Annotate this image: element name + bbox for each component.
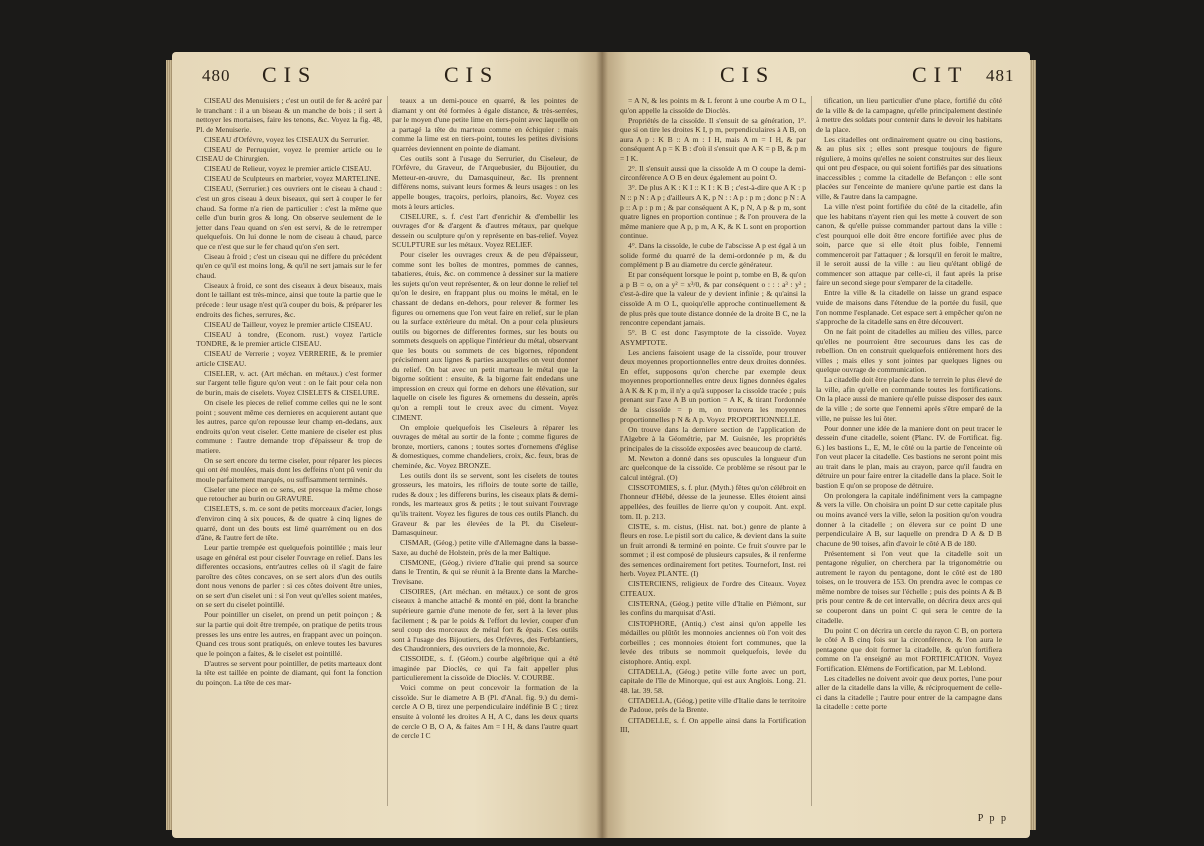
article-paragraph: CISEAU d'Orfévre, voyez les CISEAUX du Serrurier. (204, 134, 370, 144)
right-page-number: 481 (986, 66, 1015, 85)
article-paragraph: Les anciens faisoient usage de la cissoïde, pour trouver deux moyennes proportionnelles entre deux droites données. En effet, supposons qu'on cherche par exemple deux moyennes proportionnelles entre deux lignes données égales à A K & K p m, il n'y a qu'à supposer la cissoïde tracée ; puis prenant sur l'axe A B un portion = A K, & tirant l'ordonnée de la cissoïde = p m, on trouvera les moyennes proportionnelles p N & A p. Voyez PROPORTIONNELLE. (620, 347, 806, 424)
article-paragraph: La citadelle doit être placée dans le terrein le plus élevé de la ville, afin qu'elle en commande toutes les fortifications. On la place aussi de maniere qu'elle puisse disposer des eaux de la ville ; de sorte que l'ennemi après s'être emparé de la ville, ne puisse les lui ôter. (816, 375, 1002, 423)
right-column-1 (620, 96, 806, 735)
article-paragraph: Propriétés de la cissoïde. Il s'ensuit de sa génération, 1°. que si on tire les droites K I, p m, perpendiculaires à A B, on aura A p : K B :: A m : I H, mais A m = I H, & par conséquent A p = K B : d'où il s'ensuit que A K = p B, & p m = I K. (620, 115, 806, 163)
left-page-number: 480 (202, 66, 231, 85)
article-paragraph: Voici comme on peut concevoir la formation de la cissoïde. Sur le diametre A B (Pl. d'Anal. fig. 9.) du demi-cercle A O B, tirez une perpendiculaire indéfinie B C ; tirez ensuite à volonté les droites A H, A C, dans les deux quarts de cercle O B, O A, & faites Am = I H, & dans l'autre quart de cercle I C (392, 683, 578, 741)
article-paragraph: CISEAU de Tailleur, voyez le premier article CISEAU. (204, 319, 373, 329)
article-paragraph: 5°. B C est donc l'asymptote de la cissoïde. Voyez ASYMPTOTE. (620, 328, 806, 347)
right-page-edge (1030, 60, 1036, 830)
article-paragraph: 2°. Il s'ensuit aussi que la cissoïde A m O coupe la demi-circonférence A O B en deux également au point O. (620, 163, 806, 183)
article-paragraph: CISTE, s. m. cistus, (Hist. nat. bot.) genre de plante à fleurs en rose. Le pistil sort du calice, & devient dans la suite un fruit arrondi & terminé en pointe. Ce fruit s'ouvre par le sommet ; il est composé de plusieurs capsules, & il renferme des semences ordinairement fort petites. Tournefort, Inst. rei herb. Voyez PLANTE. (I) (620, 521, 806, 579)
article-paragraph: On cisele les pieces de relief comme celles qui ne le sont point ; souvent même ces dernieres en acquierent autant que les autres, parce qu'on repousse leur champ en-dedans, aux endroits qu'on veut ciseler. Cette maniere de ciseler est plus commune : l'autre demande trop d'épaisseur & trop de matiere. (196, 397, 382, 455)
left-page (172, 52, 602, 838)
article-paragraph: CISELETS, s. m. ce sont de petits morceaux d'acier, longs d'environ cinq à six pouces, & de quatre à cinq lignes de quarré, dont un des bouts est limé quarrément ou en dos d'âne, & l'autre fert de tête. (196, 504, 382, 543)
article-paragraph: CITADELLE, s. f. On appelle ainsi dans la Fortification III, (620, 715, 806, 735)
right-page-header (602, 62, 1030, 88)
article-paragraph: tification, un lieu particulier d'une place, fortifié du côté de la ville & de la campagne, qu'elle principalement destinée à mettre des soldats pour contenir dans le devoir les habitans de la place. (816, 96, 1002, 134)
article-paragraph: On ne fait point de citadelles au milieu des villes, parce qu'elles ne pourroient être secourues dans les cas de rebellion. On en construit quelquefois entièrement hors des villes ; mais elles y sont jointes par quelques lignes ou quelque ouvrage de communication. (816, 327, 1002, 375)
article-paragraph: teaux a un demi-pouce en quarré, & les pointes de diamant y ont été formées à égale distance, & très-serrées, par le moyen d'une petite lime en tiers-point avec laquelle on a partagé la tête du marteau comme en échiquier : mais comme la lime est en tiers-point, toutes les petites divisions quarrées deviennent en pointe de diamant. (392, 96, 578, 153)
article-paragraph: CISTOPHORE, (Antiq.) c'est ainsi qu'on appelle les médailles ou plûtôt les monnoies anciennes où l'on voit des corbeilles ; ces monnoies étoient fort communes, que la levée des tributs se nommoit quelquefois, levée du cistophore. Antiq. expl. (620, 618, 806, 666)
article-paragraph: Entre la ville & la citadelle on laisse un grand espace vuide de maisons dans l'étendue de la portée du fusil, que l'on nomme l'esplanade. Cet espace sert à empêcher qu'on ne s'approche de la citadelle sans en être découvert. (816, 288, 1002, 327)
article-paragraph: Ciseau à froid ; c'est un ciseau qui ne differe du précédent qu'en ce qu'il est moins long, & qu'il ne sert jamais sur le fer chaud. (196, 251, 382, 280)
right-page (602, 52, 1030, 838)
right-running-head: CIS (720, 62, 776, 87)
article-paragraph: Ces outils sont à l'usage du Serrurier, du Ciseleur, de l'Orfévre, du Graveur, de l'Arquebusier, du Bijoutier, du Metteur-en-œuvre, du Damasquineur, &c. Ils prennent différens noms, suivant leurs formes & leurs usages : on les appelle bouges, traçoirs, perloirs, planoirs, &c. Voyez ces mots à leurs articles. (392, 153, 578, 211)
article-paragraph: = A N, & les points m & L feront à une courbe A m O L, qu'on appelle la cissoïde de Dioclès. (620, 96, 806, 115)
article-paragraph: Pour ciseler les ouvrages creux & de peu d'épaisseur, comme sont les boîtes de montres, pommes de cannes, tabatieres, étuis, &c. on commence à dessiner sur la matiere les sujets qu'on veut représenter, & on leur donne le relief tel qu'on le desire, en frappant plus ou moins le métal, en le chassant de dedans en-dehors, pour relever & former les figures ou ornemens que l'on veut faire en relief, sur le plan ou la surface extérieure du métal. On a pour cela plusieurs outils ou bigornes de differentes formes, sur les bouts ou sommets desquels on applique l'intérieur du métal, observant que les bouts ou sommets de ces bigornes, répondent précisément aux lignes & parties auxquelles on veut donner du relief. On bat avec un petit marteau le métal que la bigorne soûtient : ensuite, & la bigorne fait endedans une impression en creux qui forme en dehors une élévation, sur laquelle on cisele les figures & ornemens du dessein, après qu'on a rempli tout le creux avec du ciment. Voyez CIMENT. (392, 250, 578, 422)
article-paragraph: CISSOIDE, s. f. (Géom.) courbe algébrique qui a été imaginée par Dioclès, ce qui l'a fait appeller plus particulierement la cissoïde de Dioclès. V. COURBE. (392, 654, 578, 683)
left-running-head: CIS (262, 62, 318, 87)
article-paragraph: CISEAU de Sculpteurs en marbrier, voyez MARTELINE. (204, 174, 381, 184)
article-paragraph: 3°. De plus A K : K I :: K I : K B ; c'est-à-dire que A K : p N :: p N : A p ; d'ailleurs A K, p N : : A p : p m ; donc p N : A p :: A p : p m ; & par conséquent A K, p N, A p & p m, sont quatre lignes en proportion continue ; & l'on prouvera de la même maniere que A p, p m, A K, & K L sont en proportion continue. (620, 183, 806, 241)
left-column-1 (196, 96, 382, 688)
article-paragraph: Les outils dont ils se servent, sont les ciselets de toutes grosseurs, les matoirs, les rifloirs de toute sorte de taille, rudes & doux ; les differens burins, les ciseaux plats & demi-ronds, les marteaux gros & petits ; le tout suivant l'ouvrage qu'ils traitent. Voyez les figures de tous ces outils Planch. du Graveur & par les élevées de la Pl. du Ciseleur-Damasquineur. (392, 470, 578, 538)
article-paragraph: D'autres se servent pour pointiller, de petits marteaux dont la tête est taillée en pointe de diamant, qui font la fonction du poinçon. La tête de ces mar- (196, 658, 382, 687)
article-paragraph: CISTERCIENS, religieux de l'ordre des Citeaux. Voyez CITEAUX. (620, 579, 806, 598)
signature-mark: P p p (977, 813, 1008, 824)
article-paragraph: Et par conséquent lorsque le point p, tombe en B, & qu'on a p B = o, on a y² = x³/0, & par conséquent o : : : a³ : y² ; c'est-à-dire que la valeur de y devient infinie ; & qu'ainsi la cissoïde A m O L, quoiqu'elle approche continuellement & de plus près que toute distance donnée de la droite B C, ne la rencontre cependant jamais. (620, 270, 806, 328)
article-paragraph: CISEAU de Verrerie ; voyez VERRERIE, & le premier article CISEAU. (196, 349, 382, 368)
article-paragraph: On se sert encore du terme ciseler, pour réparer les pieces qui ont été moulées, mais dont les deffeins n'ont pû venir du moule parfaitement marqués, ou suffisamment terminés. (196, 455, 382, 484)
article-paragraph: Du point C on décrira un cercle du rayon C B, on portera le côté A B cinq fois sur la circonférence, & l'on aura le pentagone que doit former la citadelle, & qu'on fortifiera comme on l'a enseigné au mot FORTIFICATION. Voyez Fortification. Elémens de Fortification, par M. Leblond. (816, 625, 1002, 673)
article-paragraph: CITADELLA, (Géog.) petite ville forte avec un port, capitale de l'île de Minorque, qui est aux Anglois. Long. 21. 48. lat. 39. 58. (620, 666, 806, 695)
article-paragraph: CISEAU des Menuisiers ; c'est un outil de fer & acéré par le tranchant : il a un biseau & un manche de bois ; il sert à nettoyer les mortaises, faire les tenons, &c. Voyez la fig. 48, Pl. de Menuiserie. (196, 96, 382, 134)
article-paragraph: Présentement si l'on veut que la citadelle soit un pentagone régulier, on cherchera par la trigonométrie ou autrement le rayon du pentagone, dont le côté est de 180 toises, on le trouvera de 153. On prendra avec le compas ce même nombre de toises sur l'échelle ; puis des points A & B pris pour centre & de cet intervalle, on décrira deux arcs qui se couperont dans un point C qui sera le centre de la citadelle. (816, 548, 1002, 625)
article-paragraph: CISEAU de Perruquier, voyez le premier article ou le CISEAU de Chirurgien. (196, 144, 382, 164)
article-paragraph: Ciseaux à froid, ce sont des ciseaux à deux biseaux, mais dont le taillant est très-mince, ainsi que toute la partie que le précede : leur usage n'est qu'à couper du bois, & préparer les endroits des fiches, serrures, &c. (196, 280, 382, 319)
article-paragraph: Les citadelles ont ordinairement quatre ou cinq bastions, & au plus six ; elles sont presque toujours de figure réguliere, à moins qu'elles ne soient construites sur des lieux qui ont peu d'espace, ou qui soient fortifiés par des situations inaccessibles ; comme la citadelle de Befançon : elle sont placées sur l'enceinte de maniere qu'une partie est dans la ville, & l'autre dans la campagne. (816, 134, 1002, 201)
right-column-divider (811, 96, 812, 806)
book-gutter (596, 52, 608, 838)
article-paragraph: CISELURE, s. f. c'est l'art d'enrichir & d'embellir les ouvrages d'or & d'argent & d'autres métaux, par quelque dessein ou sculpture qu'on y représente en bas-relief. Voyez SCULPTURE sur les métaux. Voyez RELIEF. (392, 211, 578, 250)
article-paragraph: La ville n'est point fortifiée du côté de la citadelle, afin que les habitans n'ayent rien qui les mette à couvert de son canon, & qu'elle puisse commander partout dans la ville : c'est pourquoi elle doit être encore fortifiée avec plus de soin, parce que si elle étoit plus foible, l'ennemi commenceroit par l'attaquer ; & lorsqu'il en feroit le maître, il le seroit aussi de la ville : au lieu qu'étant obligé de commencer son attaque par celle-ci, il faut après la prise faire un second siege pour s'emparer de la citadelle. (816, 202, 1002, 288)
article-paragraph: On trouve dans la derniere section de l'application de l'Algebre à la Géométrie, par M. Guisnée, les propriétés principales de la cissoïde exposées avec beaucoup de clarté. (620, 424, 806, 453)
right-column-2 (816, 96, 1002, 713)
article-paragraph: CISSOTOMIES, s. f. plur. (Myth.) fêtes qu'on célébroit en l'honneur d'Hébé, déesse de la jeunesse. Elles étoient ainsi appellées, des feuilles de lierre qu'on y coupoit. Ant. expl. tom. II. p. 213. (620, 482, 806, 521)
article-paragraph: Leur partie trempée est quelquefois pointillée ; mais leur usage en général est pour ciseler l'ouvrage en relief. Dans les differentes occasions, entr'autres celles où il s'agit de faire paroître des côtes concaves, on se sert alors d'un des outils dont nous venons de parler : si ces côtes doivent être unies, on se sert d'un ciselet uni : si l'on veut qu'elles soient matées, on se sert du ciselet pointillé. (196, 543, 382, 610)
article-paragraph: Les citadelles ne doivent avoir que deux portes, l'une pour aller de la citadelle dans la ville, & réciproquement de celle-ci dans la citadelle ; l'autre pour entrer de la campagne dans la citadelle : cette porte (816, 673, 1002, 712)
article-paragraph: 4°. Dans la cissoïde, le cube de l'abscisse A p est égal à un solide formé du quarré de la demi-ordonnée p m, & du complément p B au diametre du cercle générateur. (620, 241, 806, 270)
left-running-head-2: CIS (444, 62, 500, 87)
article-paragraph: CISEAU, (Serrurier.) ces ouvriers ont le ciseau à chaud : c'est un gros ciseau à deux biseaux, qui sert à couper le fer chaud. Sa forme n'a rien de particulier : c'est la même que celle d'un burin gros & long. On observe seulement de le jetter dans l'eau quand on s'en est servi, & de le retremper quelquefois. On lui donne le nom de ciseau à chaud, parce que ce n'est que sur le fer chaud qu'on s'en sert. (196, 184, 382, 251)
left-column-2 (392, 96, 578, 741)
article-paragraph: CISMAR, (Géog.) petite ville d'Allemagne dans la basse-Saxe, au duché de Holstein, près de la mer Baltique. (392, 538, 578, 557)
left-page-header (172, 62, 602, 88)
article-paragraph: Pour pointiller un ciselet, on prend un petit poinçon ; & sur la partie qui doit être trempée, on pratique de petits trous presses les uns entre les autres, en frappant avec un poinçon. Quand ces trous sont pratiqués, on enleve toutes les bavures que le poinçon a faites, & le ciselet est pointillé. (196, 610, 382, 658)
article-paragraph: On prolongera la capitale indéfiniment vers la campagne & vers la ville. On choisira un point D sur cette capitale plus ou moins avancé vers la ville, selon la position qu'on voudra donner à la citadelle ; on élevera sur ce point D une perpendiculaire A B, sur laquelle on prendra D A & D B chacune de 90 toises, afin d'avoir le côté A B de 180. (816, 490, 1002, 548)
article-paragraph: Pour donner une idée de la maniere dont on peut tracer le dessein d'une citadelle, soient (Planc. IV. de Fortificat. fig. 6.) les bastions L, E, M, le côté ou la partie de l'enceinte où l'on veut placer la citadelle. Ces bastions ne seront point mis au trait dans le plan, mais au crayon, parce qu'il faudra en détruire un pour faire entrer la citadelle dans la place. Soit le bastion E qu'on se propose de détruire. (816, 423, 1002, 490)
article-paragraph: CITADELLA, (Géog.) petite ville d'Italie dans le territoire de Padoue, près de la Brente. (620, 695, 806, 715)
article-paragraph: Ciseler une piece en ce sens, est presque la même chose que retoucher au burin ou GRAVURE. (196, 484, 382, 504)
right-running-head-2: CIT (912, 62, 969, 87)
article-paragraph: CISEAU de Relieur, voyez le premier article CISEAU. (204, 164, 372, 174)
article-paragraph: CISELER, v. act. (Art méchan. en métaux.) c'est former sur l'argent telle figure qu'on veut : on le fait pour cela non de burin, mais de ciselets. Voyez CISELETS & CISELURE. (196, 368, 382, 397)
article-paragraph: On emploie quelquefois les Ciseleurs à réparer les ouvrages de métal au sortir de la fonte ; comme figures de bronze, mortiers, canons ; toutes sortes d'ornemens d'église & domestiques, comme chandeliers, croix, &c. feux, bras de cheminée, &c. Voyez BRONZE. (392, 422, 578, 470)
article-paragraph: CISEAU à tondre, (Econom. rust.) voyez l'article TONDRE, & le premier article CISEAU. (196, 329, 382, 349)
article-paragraph: CISMONE, (Géog.) riviere d'Italie qui prend sa source dans le Trentin, & qui se réunit à la Brente dans la Marche-Trevisane. (392, 557, 578, 586)
article-paragraph: M. Newton a donné dans ses opuscules la longueur d'un arc quelconque de la cissoïde. Ce problème se résout par le calcul intégral. (O) (620, 453, 806, 482)
article-paragraph: CISTERNA, (Géog.) petite ville d'Italie en Piémont, sur les confins du marquisat d'Asti. (620, 598, 806, 618)
left-column-divider (387, 96, 388, 806)
article-paragraph: CISOIRES, (Art méchan. en métaux.) ce sont de gros ciseaux à manche attaché & monté en pié, dont la branche supérieure garnie d'une menote de fer, sert à la lever plus facilement ; & par le poids & l'effort du levier, couper d'un seul coup des morceaux de métal fort & épais. Ces outils sont à l'usage des Bijoutiers, des Orfévres, des Ferblantiers, des Chaudronniers, des ouvriers de la monnoie, &c. (392, 586, 578, 654)
